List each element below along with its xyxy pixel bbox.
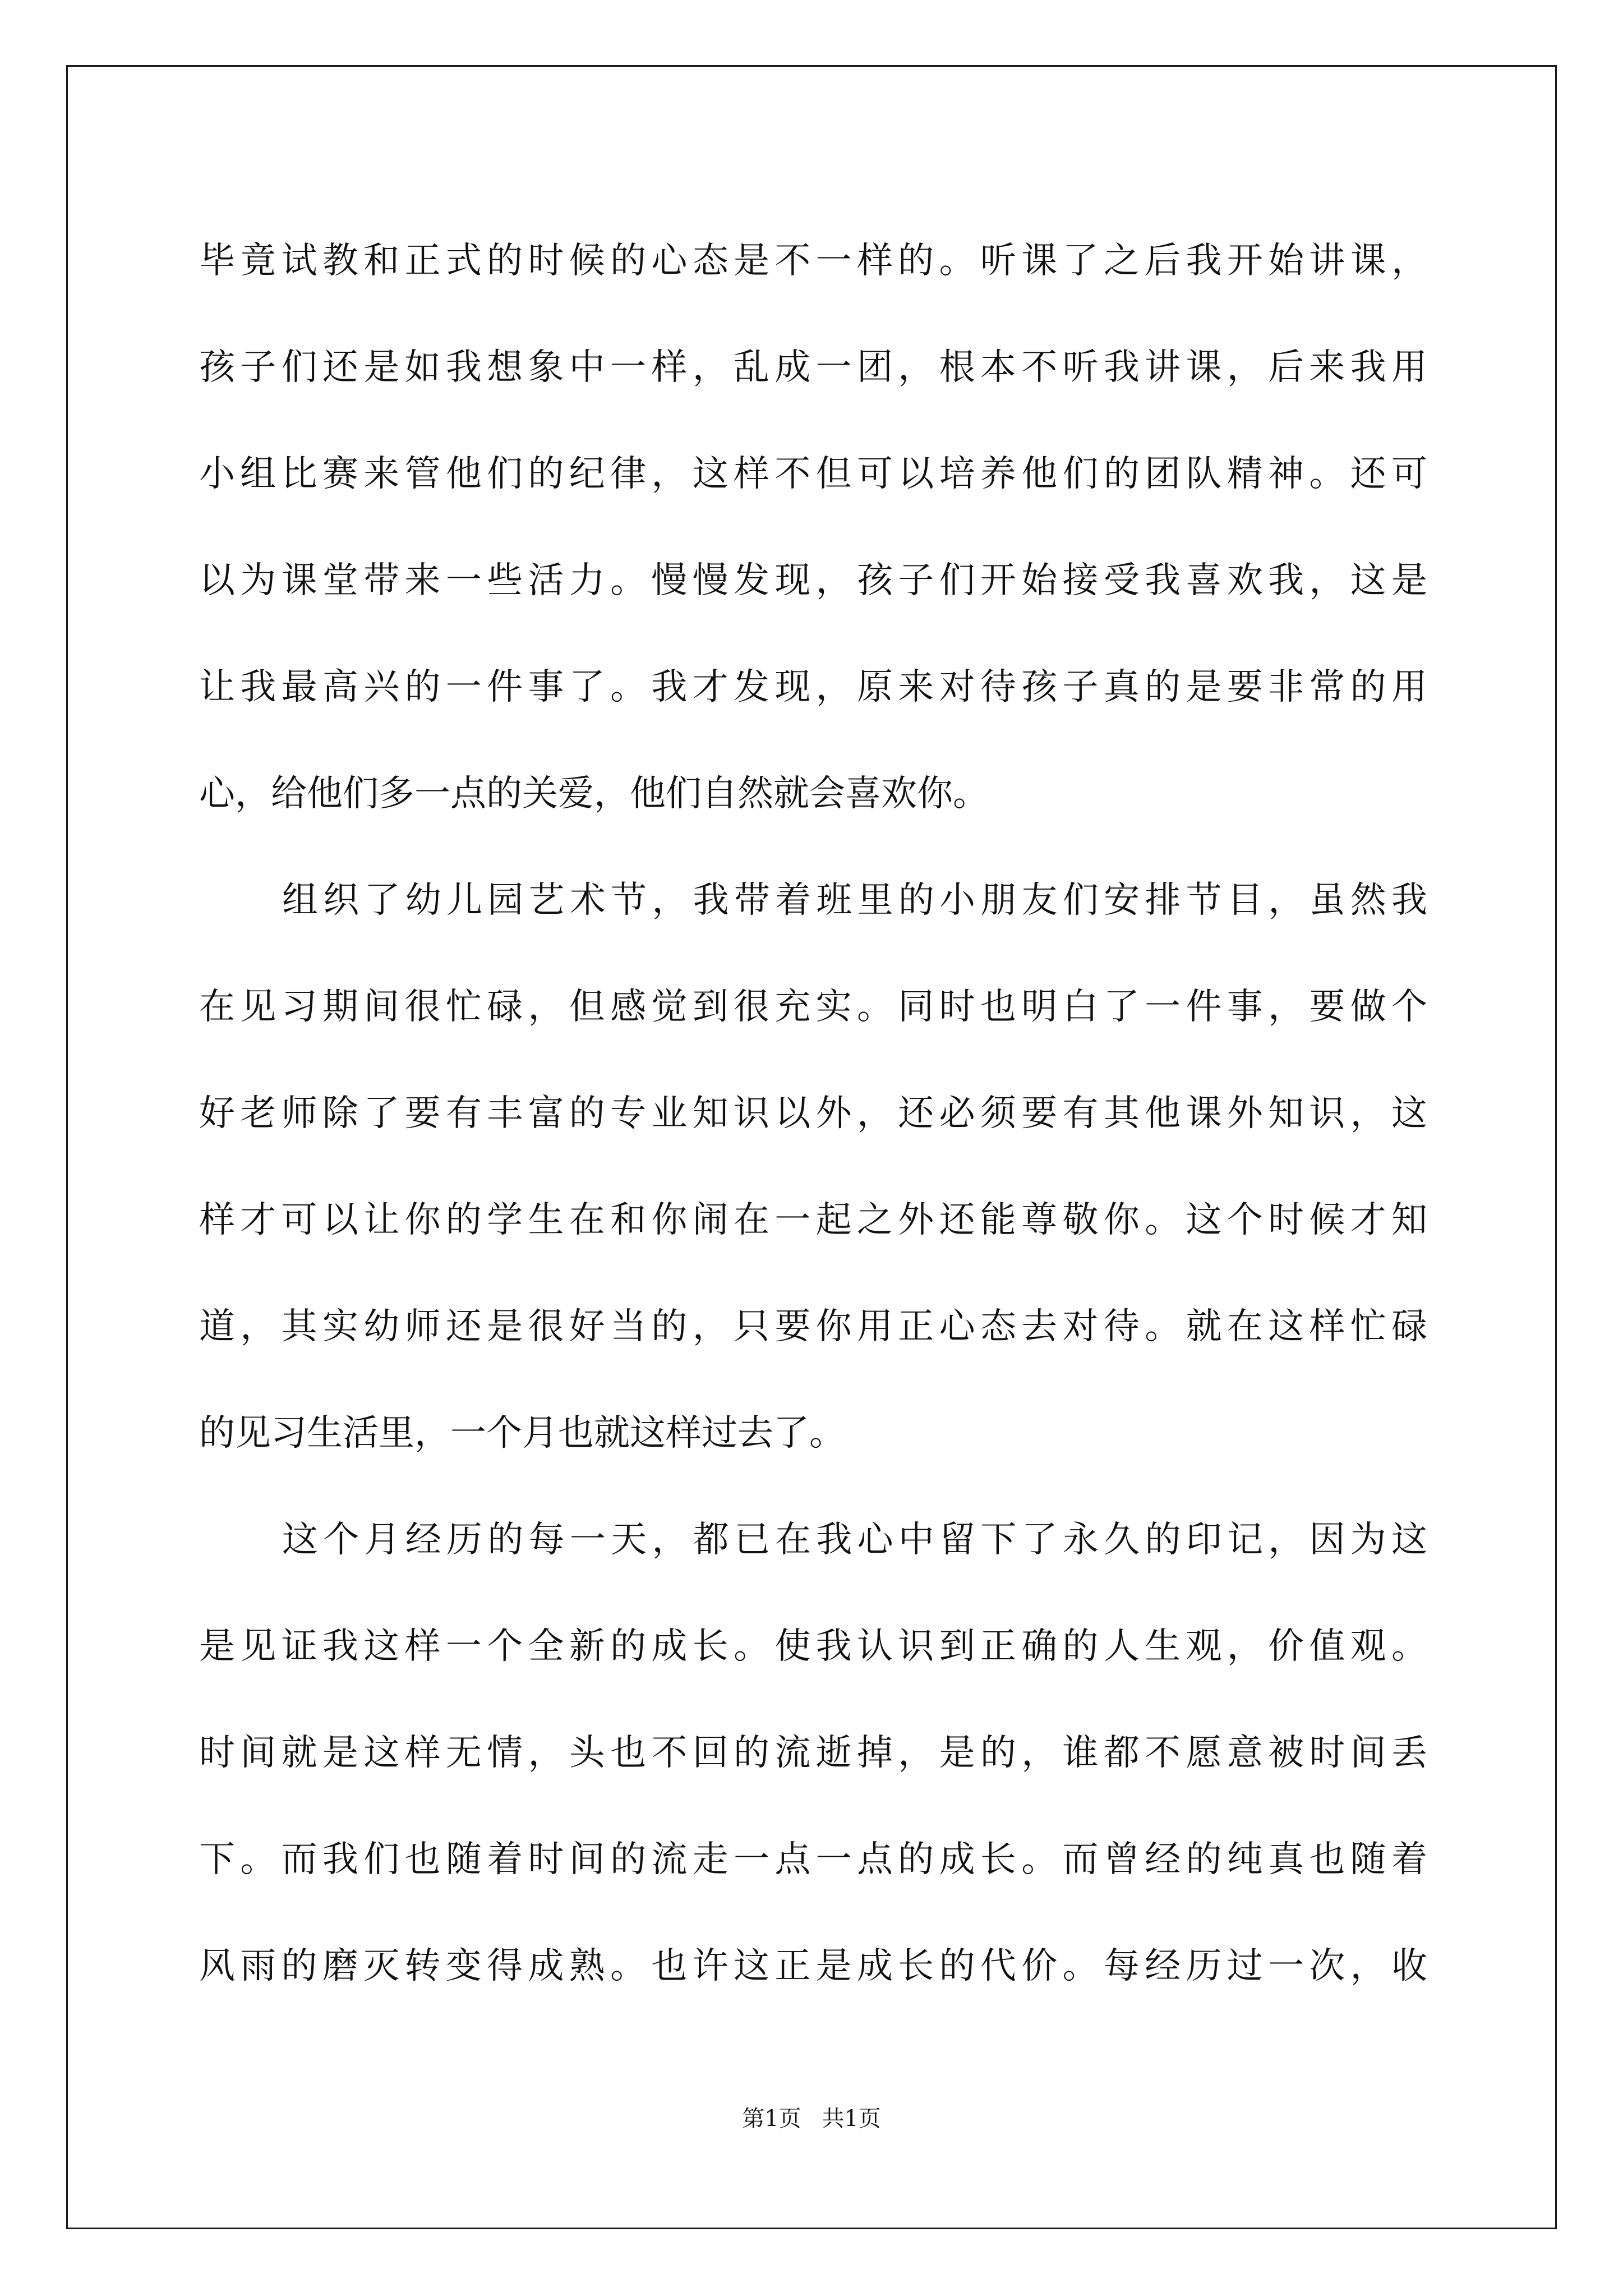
text-line: 这个月经历的每一天，都已在我心中留下了永久的印记，因为这 — [282, 1519, 1427, 1561]
text-line: 让我最高兴的一件事了。我才发现，原来对待孩子真的是要非常的用 — [199, 666, 1427, 708]
text-line: 好老师除了要有丰富的专业知识以外，还必须要有其他课外知识，这 — [199, 1093, 1427, 1134]
text-line: 在见习期间很忙碌，但感觉到很充实。同时也明白了一件事，要做个 — [199, 986, 1427, 1028]
text-line: 孩子们还是如我想象中一样，乱成一团，根本不听我讲课，后来我用 — [199, 347, 1427, 388]
document-body — [199, 208, 1427, 2019]
text-line: 样才可以让你的学生在和你闹在一起之外还能尊敬你。这个时候才知 — [199, 1199, 1427, 1241]
text-line: 道，其实幼师还是很好当的，只要你用正心态去对待。就在这样忙碌 — [199, 1306, 1427, 1347]
text-line: 小组比赛来管他们的纪律，这样不但可以培养他们的团队精神。还可 — [199, 453, 1427, 495]
text-line: 毕竟试教和正式的时候的心态是不一样的。听课了之后我开始讲课， — [199, 240, 1427, 282]
text-line: 的见习生活里，一个月也就这样过去了。 — [199, 1412, 845, 1454]
text-line: 下。而我们也随着时间的流走一点一点的成长。而曾经的纯真也随着 — [199, 1839, 1427, 1880]
page-number: 第1页 — [742, 2106, 801, 2132]
text-line: 风雨的磨灭转变得成熟。也许这正是成长的代价。每经历过一次，收 — [199, 1945, 1427, 1987]
text-line: 以为课堂带来一些活力。慢慢发现，孩子们开始接受我喜欢我，这是 — [199, 560, 1427, 601]
page-total: 共1页 — [822, 2106, 881, 2132]
text-line: 组织了幼儿园艺术节，我带着班里的小朋友们安排节目，虽然我 — [282, 880, 1427, 921]
text-line: 时间就是这样无情，头也不回的流逝掉，是的，谁都不愿意被时间丢 — [199, 1732, 1427, 1774]
page-footer — [0, 2101, 1623, 2133]
text-line: 心，给他们多一点的关爱，他们自然就会喜欢你。 — [199, 773, 989, 815]
text-line: 是见证我这样一个全新的成长。使我认识到正确的人生观，价值观。 — [199, 1626, 1427, 1667]
